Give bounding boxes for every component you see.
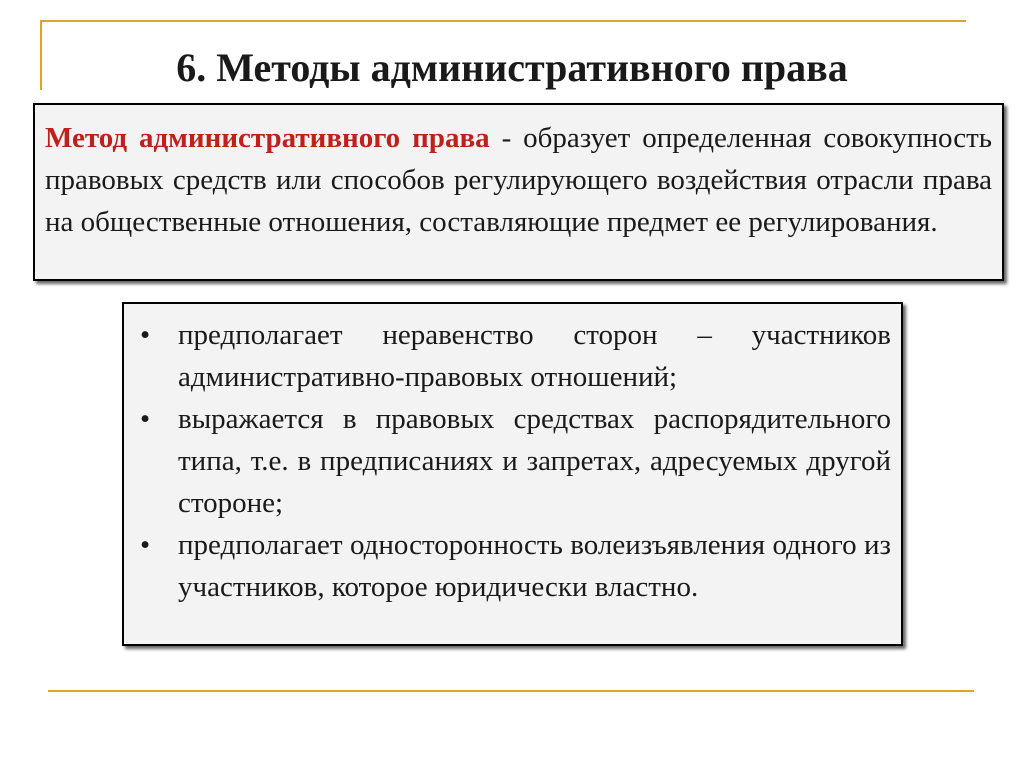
list-item-text: предполагает неравенство сторон – участников административно-правовых отношений; xyxy=(178,319,891,393)
bullet-icon: • xyxy=(140,319,151,351)
slide-title: 6. Методы административного права xyxy=(176,45,848,90)
bottom-decorative-rule xyxy=(48,690,974,692)
bullet-icon: • xyxy=(140,403,151,435)
list-item xyxy=(134,314,891,398)
bullet-icon: • xyxy=(140,529,151,561)
list-item xyxy=(134,524,891,608)
list-item xyxy=(134,398,891,524)
definition-text xyxy=(45,117,992,243)
definition-box xyxy=(33,103,1004,281)
list-item-text: предполагает односторонность волеизъявления одного из участников, которое юридически властно. xyxy=(178,529,891,603)
top-decorative-rule xyxy=(40,20,966,22)
features-box xyxy=(122,302,903,646)
definition-term: Метод административного права xyxy=(45,122,490,154)
features-list xyxy=(134,314,891,608)
definition-body: - образует определенная совокупность правовых средств или способов регулирующего воздействия отрасли права на общественные отношения, составляющие предмет ее регулирования. xyxy=(45,122,992,238)
list-item-text: выражается в правовых средствах распорядительного типа, т.е. в предписаниях и запретах, адресуемых другой стороне; xyxy=(178,403,891,519)
